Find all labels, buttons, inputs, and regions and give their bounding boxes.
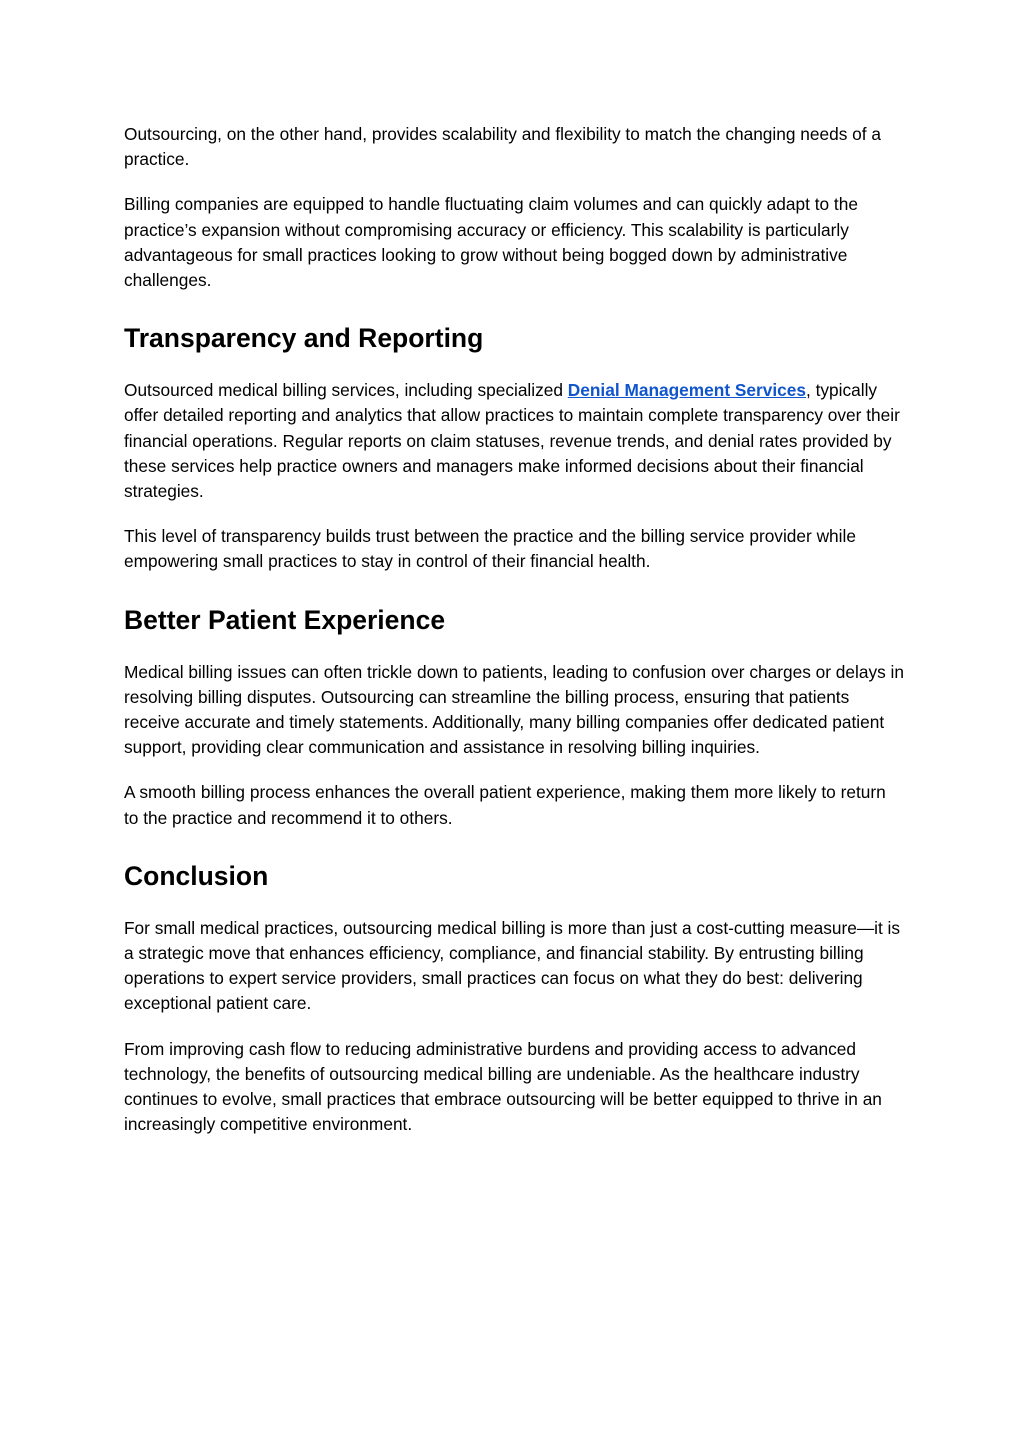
transparency-p1-before-link: Outsourced medical billing services, including specialized	[124, 380, 568, 401]
conclusion-paragraph-1: For small medical practices, outsourcing medical billing is more than just a cost-cutting measure—it is a strategic move that enhances efficiency, compliance, and financial stability. By entrusting billing operations to expert service providers, small practices can focus on what they do best: delivering exceptional patient care.	[124, 917, 901, 1014]
intro-paragraph-2: Billing companies are equipped to handle fluctuating claim volumes and can quickly adapt to the practice’s expansion without compromising accuracy or efficiency. This scalability is particularly advantageous for small practices looking to grow without being bogged down by administrative challenges.	[124, 194, 858, 291]
conclusion-heading: Conclusion	[124, 860, 269, 891]
patient-experience-heading: Better Patient Experience	[124, 604, 446, 635]
transparency-p1-after-link: , typically offer detailed reporting and analytics that allow practices to maintain complete transparency over their financial operations. Regular reports on claim statuses, revenue trends, and denial rates provided by these services help practice owners and managers make informed decisions about their financial strategies.	[124, 380, 900, 502]
denial-management-services-link[interactable]: Denial Management Services	[567, 380, 806, 401]
patient-experience-paragraph-2: A smooth billing process enhances the overall patient experience, making them more likely to return to the practice and recommend it to others.	[124, 782, 886, 828]
transparency-paragraph-1	[124, 378, 904, 504]
document-page	[124, 122, 904, 1157]
patient-experience-paragraph-1: Medical billing issues can often trickle down to patients, leading to confusion over charges or delays in resolving billing disputes. Outsourcing can streamline the billing process, ensuring that patients receive accurate and timely statements. Additionally, many billing companies offer dedicated patient support, providing clear communication and assistance in resolving billing inquiries.	[124, 661, 905, 758]
transparency-heading: Transparency and Reporting	[124, 323, 484, 354]
intro-paragraph-1: Outsourcing, on the other hand, provides scalability and flexibility to match the changing needs of a practice.	[124, 124, 881, 170]
conclusion-paragraph-2: From improving cash flow to reducing administrative burdens and providing access to advanced technology, the benefits of outsourcing medical billing are undeniable. As the healthcare industry continues to evolve, small practices that embrace outsourcing will be better equipped to thrive in an increasingly competitive environment.	[124, 1038, 882, 1135]
transparency-paragraph-2: This level of transparency builds trust between the practice and the billing service provider while empowering small practices to stay in control of their financial health.	[124, 526, 856, 572]
